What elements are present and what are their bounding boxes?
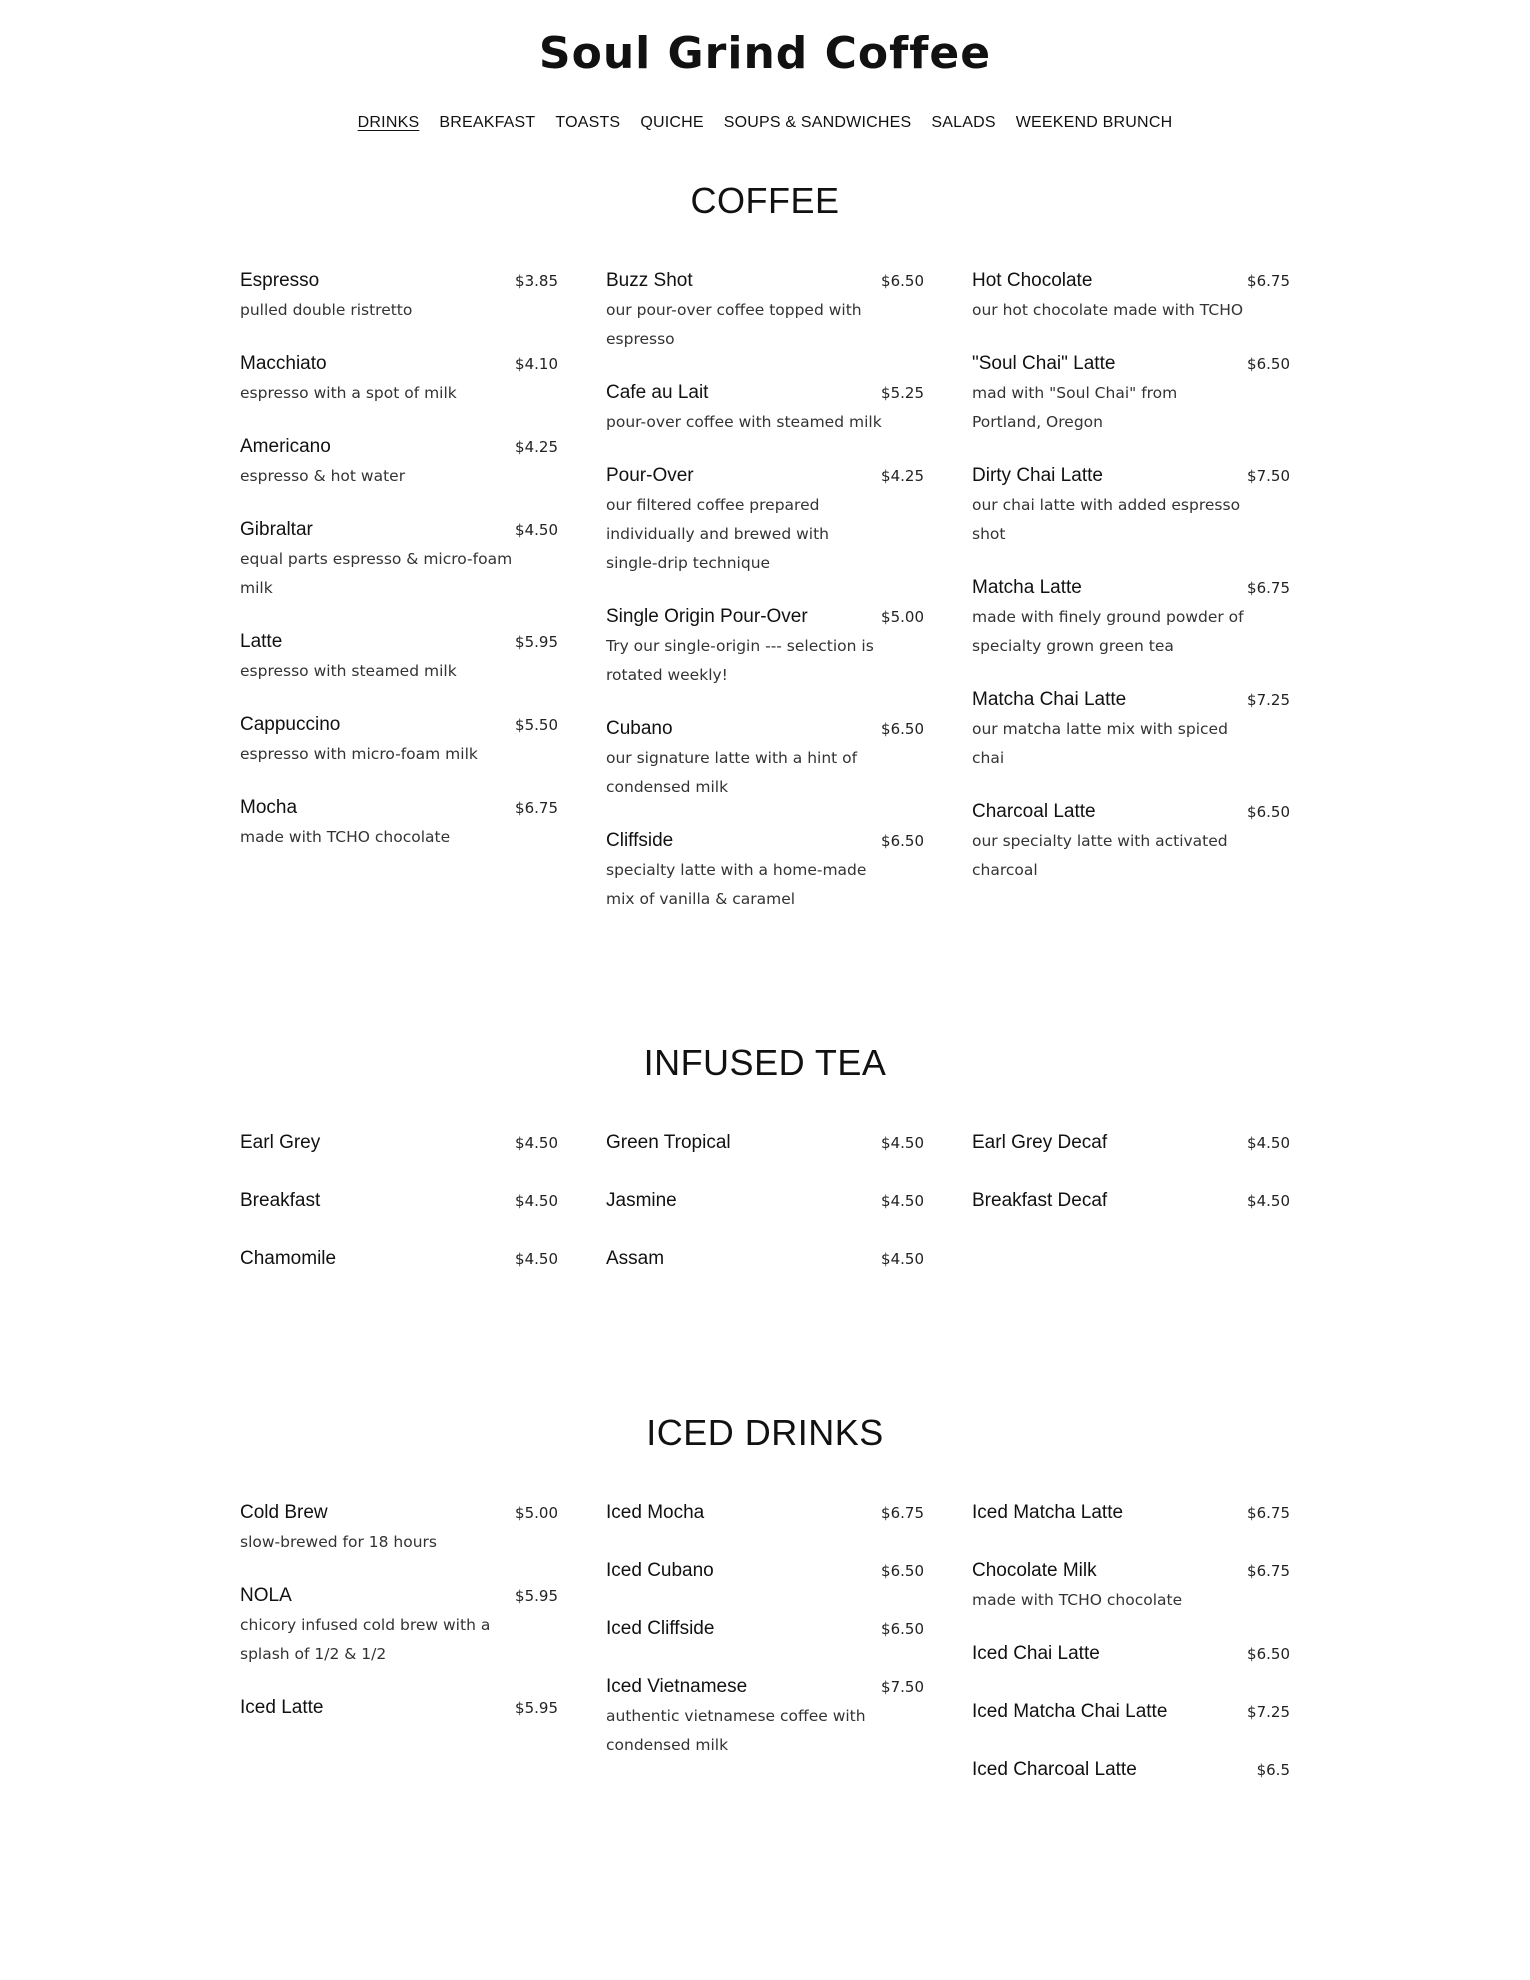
menu-item-price: $7.50: [1247, 467, 1290, 485]
menu-item-description: pulled double ristretto: [240, 301, 413, 319]
menu-columns: [240, 1132, 1290, 1306]
menu-item: [606, 1618, 924, 1640]
menu-item-price: $5.95: [515, 1587, 558, 1605]
menu-item-price: $6.50: [881, 832, 924, 850]
menu-item-name: Chamomile: [240, 1248, 337, 1269]
menu-item-name: Earl Grey: [240, 1132, 321, 1153]
menu-item-description: espresso with micro-foam milk: [240, 745, 478, 763]
menu-item-name: Jasmine: [606, 1190, 677, 1211]
menu-item-name: Chocolate Milk: [972, 1560, 1097, 1581]
menu-item-price: $7.25: [1247, 1703, 1290, 1721]
menu-item-header: [972, 1701, 1290, 1723]
menu-item-header: [240, 631, 558, 653]
menu-columns: [240, 270, 1290, 942]
menu-item: [606, 1676, 924, 1760]
menu-item-name: Mocha: [240, 797, 298, 818]
menu-item-name: Matcha Chai Latte: [972, 689, 1127, 710]
menu-item-name: Cold Brew: [240, 1502, 328, 1523]
menu-item-header: [606, 270, 924, 292]
menu-item-price: $6.50: [881, 1562, 924, 1580]
menu-item-price: $4.50: [881, 1192, 924, 1210]
menu-item-name: Iced Cubano: [606, 1560, 714, 1581]
menu-item: [240, 270, 558, 325]
menu-item: [240, 714, 558, 769]
menu-item-name: Americano: [240, 436, 331, 457]
menu-item-header: [972, 465, 1290, 487]
menu-item-header: [972, 353, 1290, 375]
menu-item-name: Earl Grey Decaf: [972, 1132, 1108, 1153]
menu-column: [972, 1132, 1290, 1306]
menu-item-price: $5.25: [881, 384, 924, 402]
menu-item-price: $3.85: [515, 272, 558, 290]
menu-item-price: $6.75: [1247, 272, 1290, 290]
menu-item-name: Macchiato: [240, 353, 327, 374]
menu-item-price: $7.25: [1247, 691, 1290, 709]
menu-item: [972, 577, 1290, 661]
menu-column: [972, 270, 1290, 942]
section-tea: [240, 1042, 1290, 1306]
menu-item-header: [240, 1132, 558, 1154]
menu-content: [0, 180, 1530, 1817]
menu-item-price: $4.50: [515, 1134, 558, 1152]
menu-item: [972, 353, 1290, 437]
menu-item: [606, 1502, 924, 1524]
menu-item-description: our signature latte with a hint of condensed milk: [606, 749, 858, 796]
menu-item: [606, 1560, 924, 1582]
menu-item: [240, 1585, 558, 1669]
menu-item-header: [240, 1502, 558, 1524]
menu-item: [606, 270, 924, 354]
menu-item-description: equal parts espresso & micro-foam milk: [240, 550, 513, 597]
menu-item-name: Iced Latte: [240, 1697, 324, 1718]
menu-item-header: [240, 353, 558, 375]
menu-item-description: made with finely ground powder of specialty grown green tea: [972, 608, 1244, 655]
menu-item-name: Cliffside: [606, 830, 674, 851]
menu-item-header: [972, 1190, 1290, 1212]
menu-item-name: Breakfast Decaf: [972, 1190, 1108, 1211]
menu-item-name: Latte: [240, 631, 283, 652]
menu-item-description: our matcha latte mix with spiced chai: [972, 720, 1228, 767]
section-title: ICED DRINKS: [646, 1412, 884, 1453]
menu-item-price: $5.00: [881, 608, 924, 626]
menu-item-name: Espresso: [240, 270, 320, 291]
menu-item-name: Iced Cliffside: [606, 1618, 715, 1639]
nav-link-salads[interactable]: SALADS: [931, 114, 996, 131]
menu-item: [972, 465, 1290, 549]
menu-item-name: Assam: [606, 1248, 665, 1269]
menu-item-price: $4.50: [515, 1250, 558, 1268]
menu-item-header: [972, 689, 1290, 711]
menu-item-header: [606, 606, 924, 628]
menu-item: [606, 1190, 924, 1212]
menu-item-header: [240, 797, 558, 819]
menu-item-description: espresso with steamed milk: [240, 662, 457, 680]
menu-item-header: [240, 714, 558, 736]
menu-item-price: $4.50: [515, 521, 558, 539]
site-header: [0, 0, 1530, 144]
menu-item-header: [240, 436, 558, 458]
menu-item: [606, 465, 924, 578]
menu-item-header: [240, 270, 558, 292]
menu-item-name: Cappuccino: [240, 714, 341, 735]
menu-item-price: $5.95: [515, 1699, 558, 1717]
menu-item-price: $6.75: [1247, 1562, 1290, 1580]
menu-item: [240, 436, 558, 491]
menu-item-header: [972, 1560, 1290, 1582]
menu-item-header: [972, 270, 1290, 292]
menu-item: [240, 1697, 558, 1719]
menu-item-price: $5.50: [515, 716, 558, 734]
menu-item-name: NOLA: [240, 1585, 292, 1606]
menu-item-header: [606, 1618, 924, 1640]
menu-item-header: [606, 1248, 924, 1270]
menu-item-description: our filtered coffee prepared individually and brewed with single-drip technique: [606, 496, 829, 572]
menu-item-price: $6.50: [881, 720, 924, 738]
menu-item-name: Iced Chai Latte: [972, 1643, 1100, 1664]
nav-link-breakfast[interactable]: BREAKFAST: [439, 114, 536, 131]
section-title: INFUSED TEA: [643, 1042, 887, 1083]
menu-item-description: chicory infused cold brew with a splash of 1/2 & 1/2: [240, 1616, 491, 1663]
menu-item-description: espresso with a spot of milk: [240, 384, 457, 402]
menu-item-price: $4.50: [881, 1134, 924, 1152]
nav-link-toasts[interactable]: TOASTS: [555, 114, 621, 131]
menu-item-description: mad with "Soul Chai" from Portland, Oregon: [972, 384, 1178, 431]
menu-item-price: $6.75: [1247, 1504, 1290, 1522]
menu-item-description: slow-brewed for 18 hours: [240, 1533, 437, 1551]
menu-item-price: $4.10: [515, 355, 558, 373]
menu-item-price: $5.95: [515, 633, 558, 651]
menu-item-description: made with TCHO chocolate: [972, 1591, 1183, 1609]
menu-item-price: $6.5: [1256, 1761, 1290, 1779]
menu-item-header: [972, 801, 1290, 823]
menu-item: [240, 631, 558, 686]
menu-item-name: Iced Matcha Latte: [972, 1502, 1124, 1523]
menu-item-description: pour-over coffee with steamed milk: [606, 413, 882, 431]
menu-item-description: authentic vietnamese coffee with condensed milk: [606, 1707, 866, 1754]
menu-item-header: [606, 465, 924, 487]
nav-link-drinks[interactable]: DRINKS: [357, 114, 420, 131]
section-iced: [240, 1412, 1290, 1817]
menu-item: [240, 1190, 558, 1212]
menu-item-header: [606, 382, 924, 404]
section-title: COFFEE: [690, 180, 840, 221]
menu-item-description: our chai latte with added espresso shot: [972, 496, 1241, 543]
menu-item-header: [606, 718, 924, 740]
menu-column: [240, 1132, 558, 1306]
menu-item-price: $4.50: [1247, 1192, 1290, 1210]
menu-item-header: [606, 1132, 924, 1154]
nav-link-quiche[interactable]: QUICHE: [640, 114, 704, 131]
menu-item: [972, 1643, 1290, 1665]
menu-item: [240, 1502, 558, 1557]
menu-item-name: Iced Matcha Chai Latte: [972, 1701, 1168, 1722]
menu-item-description: specialty latte with a home-made mix of vanilla & caramel: [606, 861, 867, 908]
menu-item-price: $6.50: [881, 1620, 924, 1638]
menu-item-price: $4.50: [1247, 1134, 1290, 1152]
menu-item-header: [606, 1502, 924, 1524]
menu-item-description: our specialty latte with activated charcoal: [972, 832, 1228, 879]
menu-item-name: Cubano: [606, 718, 673, 739]
nav-link-weekend-brunch[interactable]: WEEKEND BRUNCH: [1015, 114, 1173, 131]
menu-item: [972, 1560, 1290, 1615]
menu-item-name: Dirty Chai Latte: [972, 465, 1103, 486]
menu-item-header: [972, 577, 1290, 599]
menu-item: [972, 1759, 1290, 1781]
menu-item-name: Breakfast: [240, 1190, 321, 1211]
menu-item-price: $4.50: [881, 1250, 924, 1268]
menu-item-description: made with TCHO chocolate: [240, 828, 451, 846]
menu-item-price: $4.50: [515, 1192, 558, 1210]
menu-item-name: "Soul Chai" Latte: [972, 353, 1116, 374]
menu-column: [606, 270, 924, 942]
menu-item: [606, 606, 924, 690]
menu-item: [240, 519, 558, 603]
menu-item-header: [240, 1248, 558, 1270]
menu-item-header: [606, 1190, 924, 1212]
menu-item-description: Try our single-origin --- selection is rotated weekly!: [606, 637, 874, 684]
menu-item-name: Green Tropical: [606, 1132, 731, 1153]
menu-item-name: Matcha Latte: [972, 577, 1082, 598]
menu-item-price: $4.25: [515, 438, 558, 456]
menu-item-price: $5.00: [515, 1504, 558, 1522]
menu-item: [972, 1701, 1290, 1723]
menu-column: [972, 1502, 1290, 1817]
menu-item-header: [606, 830, 924, 852]
menu-item: [240, 1132, 558, 1154]
menu-item-description: our pour-over coffee topped with espresso: [606, 301, 862, 348]
menu-column: [240, 1502, 558, 1817]
menu-item: [606, 1248, 924, 1270]
menu-column: [606, 1502, 924, 1817]
menu-item-price: $6.50: [1247, 1645, 1290, 1663]
menu-column: [240, 270, 558, 942]
menu-item-name: Charcoal Latte: [972, 801, 1096, 822]
menu-item-description: espresso & hot water: [240, 467, 406, 485]
menu-item-name: Iced Charcoal Latte: [972, 1759, 1137, 1780]
menu-item: [972, 801, 1290, 885]
menu-item: [606, 382, 924, 437]
menu-item-price: $6.50: [881, 272, 924, 290]
menu-item: [606, 830, 924, 914]
menu-item: [972, 689, 1290, 773]
menu-item: [972, 1132, 1290, 1154]
menu-item-price: $6.75: [881, 1504, 924, 1522]
menu-column: [606, 1132, 924, 1306]
menu-item-name: Single Origin Pour-Over: [606, 606, 808, 627]
menu-item-price: $6.75: [1247, 579, 1290, 597]
menu-item-name: Gibraltar: [240, 519, 313, 540]
menu-item-header: [972, 1643, 1290, 1665]
menu-item-price: $6.75: [515, 799, 558, 817]
nav-link-soups-sandwiches[interactable]: SOUPS & SANDWICHES: [723, 114, 912, 131]
menu-columns: [240, 1502, 1290, 1817]
menu-item: [240, 797, 558, 852]
menu-item: [606, 1132, 924, 1154]
menu-item-header: [606, 1676, 924, 1698]
menu-item-header: [240, 519, 558, 541]
menu-item: [972, 1502, 1290, 1524]
menu-category-nav: [0, 114, 1530, 144]
menu-item: [972, 1190, 1290, 1212]
site-title[interactable]: Soul Grind Coffee: [538, 28, 992, 79]
menu-item-name: Cafe au Lait: [606, 382, 709, 403]
menu-item-header: [240, 1697, 558, 1719]
menu-item-name: Buzz Shot: [606, 270, 693, 291]
menu-item-description: our hot chocolate made with TCHO: [972, 301, 1244, 319]
menu-item: [606, 718, 924, 802]
menu-item-header: [972, 1759, 1290, 1781]
menu-item-name: Iced Vietnamese: [606, 1676, 748, 1697]
menu-item-header: [972, 1132, 1290, 1154]
menu-item: [240, 353, 558, 408]
menu-item-name: Iced Mocha: [606, 1502, 705, 1523]
menu-item: [972, 270, 1290, 325]
menu-item-price: $7.50: [881, 1678, 924, 1696]
menu-item-header: [240, 1585, 558, 1607]
menu-item-name: Pour-Over: [606, 465, 694, 486]
menu-item-header: [606, 1560, 924, 1582]
menu-item-name: Hot Chocolate: [972, 270, 1093, 291]
section-coffee: [240, 180, 1290, 942]
menu-item-price: $6.50: [1247, 803, 1290, 821]
menu-item-price: $4.25: [881, 467, 924, 485]
menu-item: [240, 1248, 558, 1270]
menu-item-header: [240, 1190, 558, 1212]
menu-item-price: $6.50: [1247, 355, 1290, 373]
menu-item-header: [972, 1502, 1290, 1524]
